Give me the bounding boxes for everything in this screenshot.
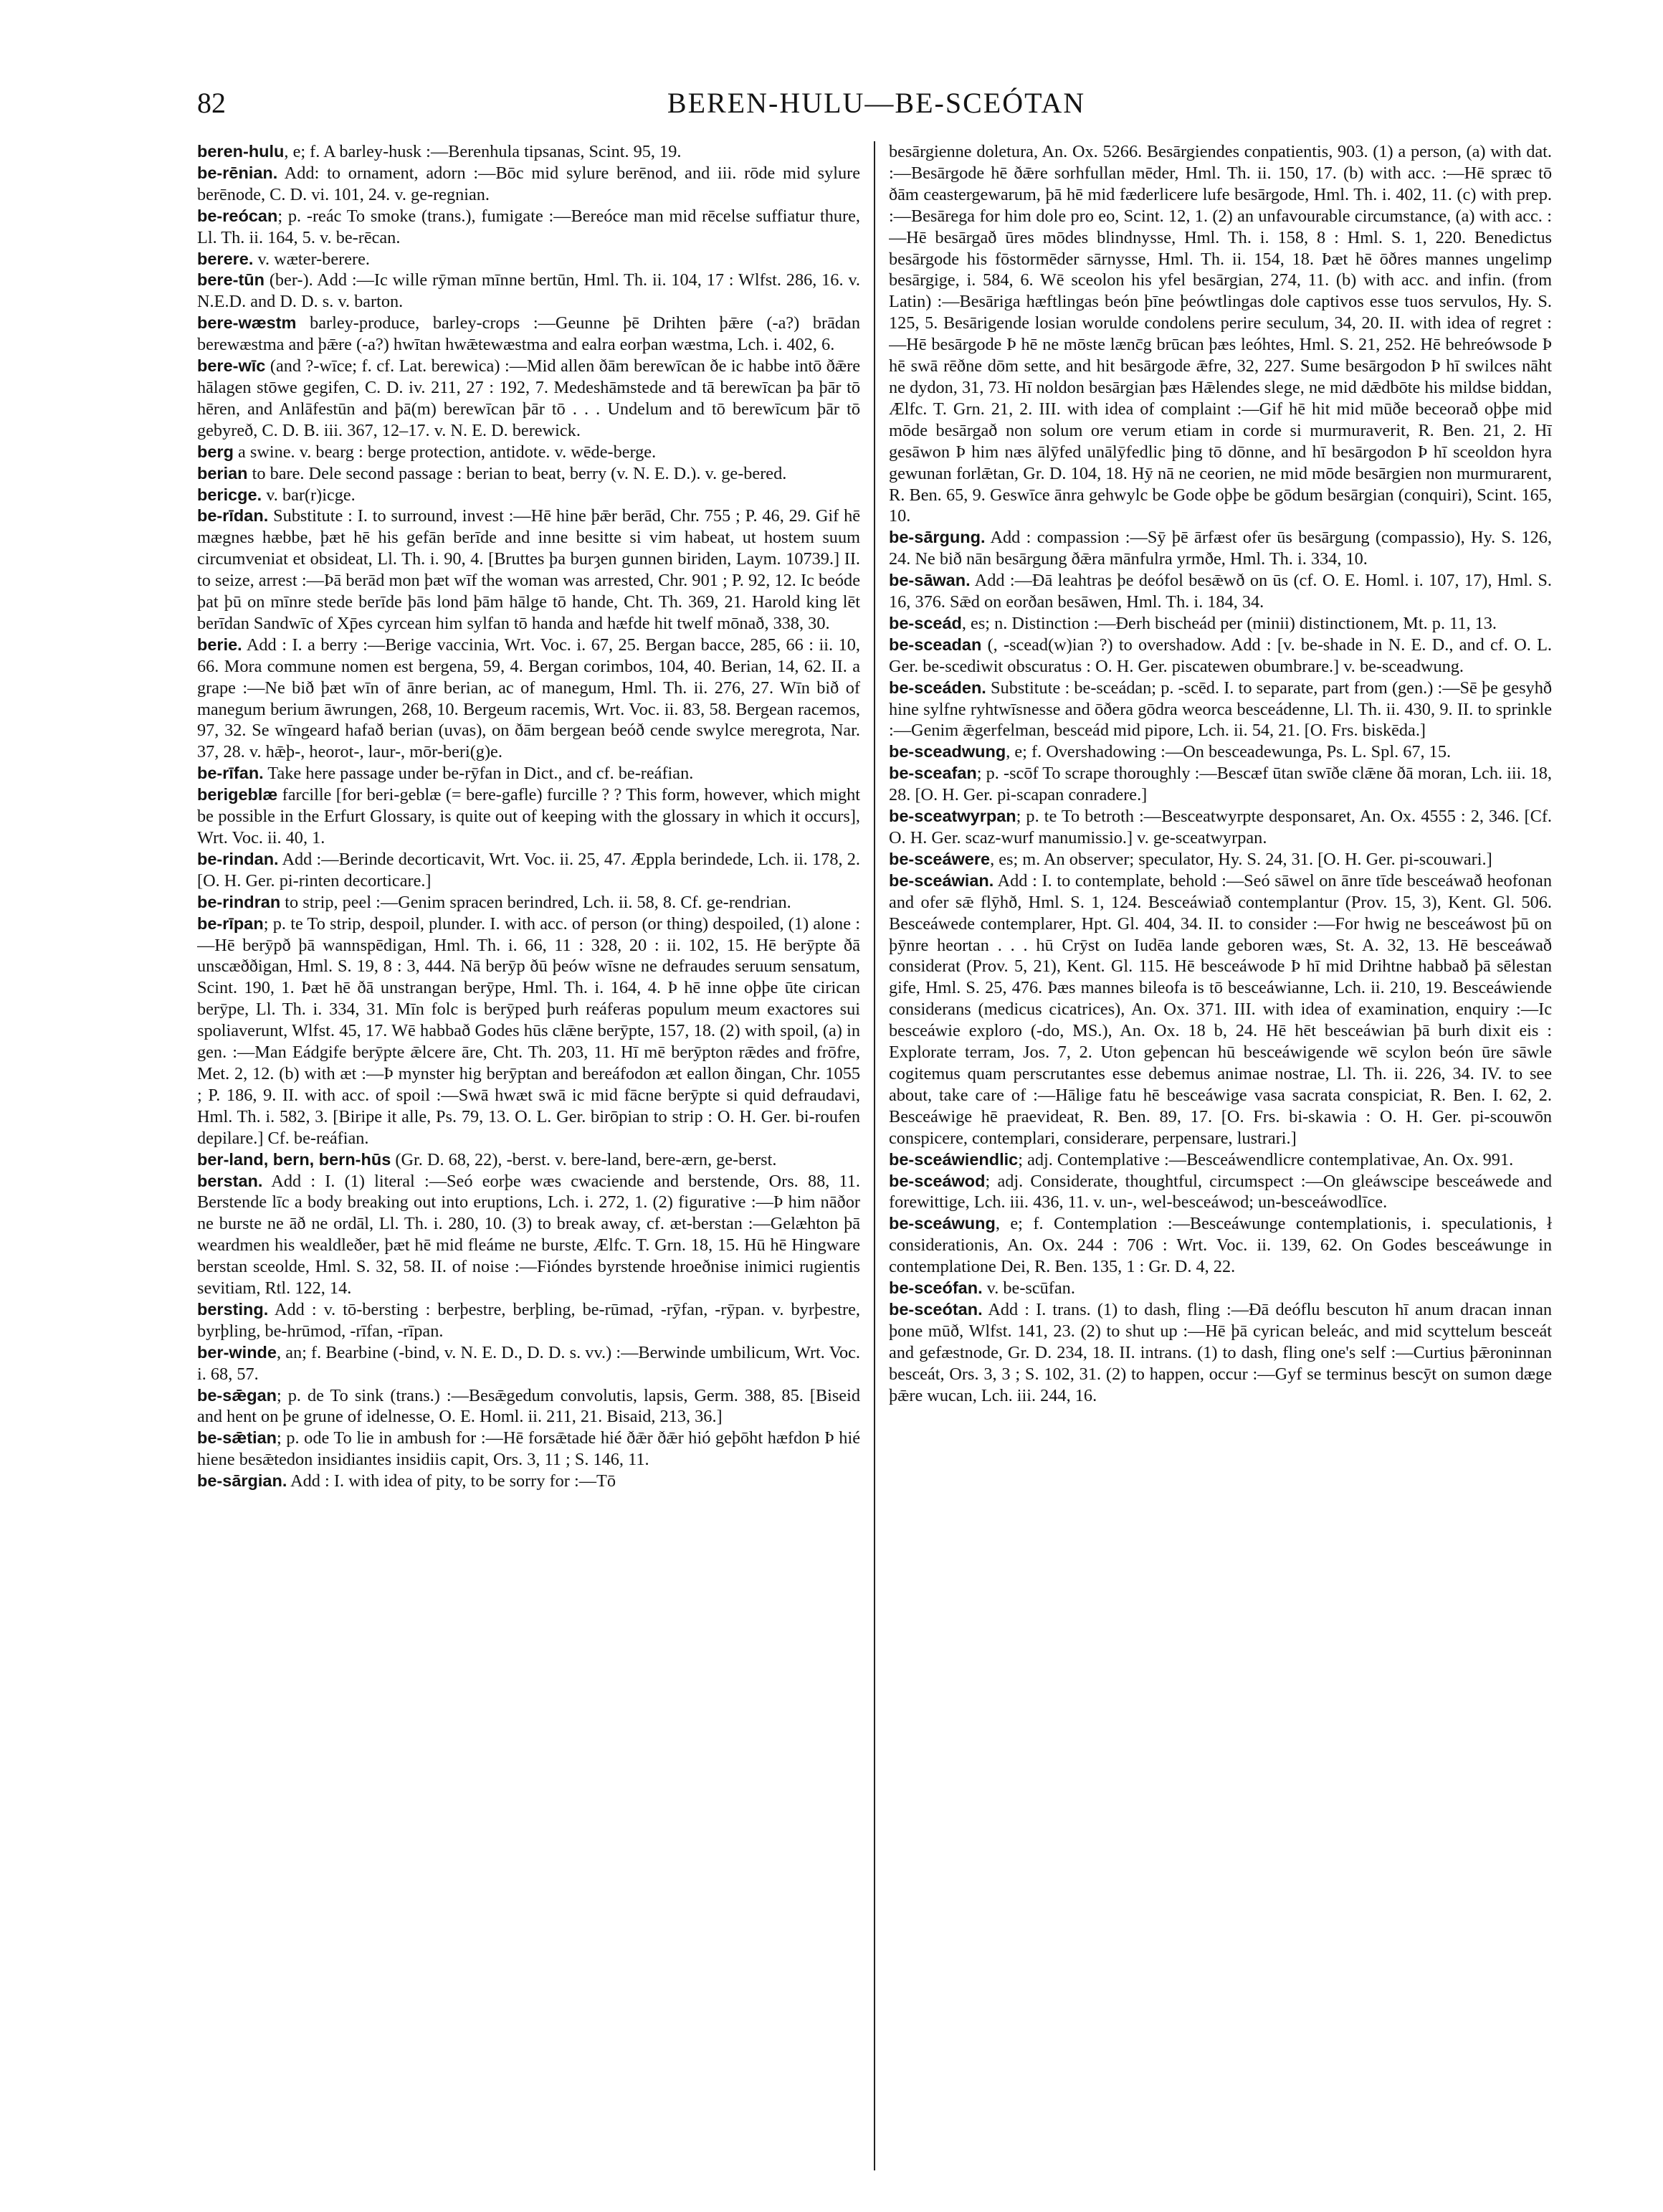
entry-headword: be-sceófan. bbox=[889, 1278, 983, 1298]
dictionary-entry bbox=[889, 870, 1552, 1149]
entry-headword: bere-wæstm bbox=[197, 313, 297, 333]
running-title: BEREN-HULU—BE-SCEÓTAN bbox=[667, 87, 1086, 119]
dictionary-entry bbox=[197, 1149, 860, 1171]
entry-definition: , e; f. Overshadowing :—On besceadewunga, Ps. L. Spl. 67, 15. bbox=[1006, 742, 1452, 762]
entry-definition: (ber-). Add :—Ic wille rȳman mīnne bertūn, Hml. Th. ii. 104, 17 : Wlfst. 286, 16. v. N.E.D. and D. D. s. v. barton. bbox=[197, 270, 860, 312]
entry-headword: be-sceadan bbox=[889, 635, 982, 654]
entry-definition: barley-produce, barley-crops :—Geunne þē Drihten þǣre (-a?) brādan berewæstma and þǣre (-a?) hwītan hwǣtewæstma and ealra eorþan wæstma, Lch. i. 402, 6. bbox=[197, 313, 860, 355]
entry-headword: ber-winde bbox=[197, 1342, 277, 1362]
entry-headword: berere. bbox=[197, 249, 254, 268]
dictionary-entry bbox=[197, 913, 860, 1149]
entry-headword: bericge. bbox=[197, 485, 262, 504]
entry-definition: Add : I. to contemplate, behold :—Seó sāwel on ānre tīde besceáwað heofonan and ofer sǣ flȳhð, Hml. S. 1, 124. Besceáwiað contemplantur (Prov. 15, 3), Kent. Gl. 506. Besceáwede contemplarer, Hpt. Gl. 404, 34. II. to consider :—For hwig ne besceáwost þū on þȳnre heortan . . . hū Crȳst on Iudēa lande geboren wæs, St. A. 32, 13. Hē besceáwað considerat (Prov. 5, 21), Kent. Gl. 115. Hē besceáwode Þ hī mid Drihtne habbað þā sēlestan gife, Hml. S. 25, 476. Þæs mannes bileofa is tō besceáwianne, Lch. ii. 210, 19. Besceáwiende considerans (medicus cicatrices), An. Ox. 371. III. with idea of examination, enquiry :—Ic besceáwie exploro (-do, MS.), An. Ox. 18 b, 24. Hē hēt besceáwian þā burh dixit eis : Explorate terram, Jos. 7, 2. Uton geþencan hū besceáwigende wē scylon beón ūre sāwle cogitemus quam perscrutantes esse debemus animae nostrae, Ll. Th. ii. 226, 34. IV. to see about, take care of :—Hālige fatu hē besceáwige vasa sacrata conspiciat, R. Ben. I. 62, 2. Besceáwige hē praevideat, R. Ben. 89, 17. [O. Frs. bi-skawia : O. H. Ger. pi-scouwōn conspicere, contemplari, considerare, perpensare, lustrari.] bbox=[889, 870, 1552, 1148]
dictionary-entry bbox=[197, 313, 860, 356]
entry-headword: berstan. bbox=[197, 1171, 263, 1190]
entry-headword: bere-wīc bbox=[197, 356, 266, 376]
entry-definition: , es; m. An observer; speculator, Hy. S. 24, 31. [O. H. Ger. pi-scouwari.] bbox=[990, 849, 1492, 869]
entry-definition: Add : I. trans. (1) to dash, fling :—Ðā deóflu bescuton hī anum dracan innan þone mūð, Wlfst. 141, 23. (2) to shut up :—Hē þā cyrican beleác, and mid scyttelum besceát and gefæstnode, Gr. D. 234, 18. II. intrans. (1) to dash, fling one's self :—Curtius þǣroninnan besceát, Ors. 3, 3 ; S. 102, 31. (2) to happen, occur :—Gyf se terminus bescȳt on sumon dæge þǣre wucan, Lch. iii. 244, 16. bbox=[889, 1299, 1552, 1405]
left-column bbox=[197, 141, 860, 2163]
dictionary-entry bbox=[889, 570, 1552, 613]
dictionary-entry bbox=[197, 1471, 860, 1492]
entry-headword: be-sceadwung bbox=[889, 742, 1006, 761]
dictionary-entry bbox=[197, 356, 860, 442]
entry-definition: Take here passage under be-rȳfan in Dict., and cf. be-reáfian. bbox=[263, 764, 694, 784]
dictionary-entry bbox=[889, 1213, 1552, 1278]
entry-headword: be-sceótan. bbox=[889, 1299, 983, 1319]
entry-headword: be-sǣgan bbox=[197, 1385, 277, 1405]
dictionary-entry bbox=[197, 1428, 860, 1471]
dictionary-entry bbox=[889, 741, 1552, 763]
dictionary-entry bbox=[197, 270, 860, 313]
entry-definition: (Gr. D. 68, 22), -berst. v. bere-land, bere-ærn, ge-berst. bbox=[391, 1149, 777, 1169]
entry-headword: berie. bbox=[197, 635, 242, 654]
entry-headword: be-rēnian. bbox=[197, 163, 278, 182]
entry-headword: berigeblæ bbox=[197, 785, 278, 804]
dictionary-entry bbox=[889, 1171, 1552, 1214]
dictionary-entry bbox=[889, 635, 1552, 678]
entry-definition: v. be-scūfan. bbox=[982, 1278, 1075, 1299]
dictionary-entry bbox=[197, 463, 860, 485]
dictionary-entry bbox=[197, 485, 860, 506]
dictionary-entry bbox=[889, 849, 1552, 870]
dictionary-entry bbox=[889, 613, 1552, 635]
dictionary-entry bbox=[889, 1278, 1552, 1299]
dictionary-entry bbox=[197, 784, 860, 849]
entry-definition: , e; f. Contemplation :—Besceáwunge contemplationis, i. speculationis, ł considerationis, An. Ox. 244 : 706 : Wrt. Voc. ii. 139, 62. On Godes besceáwunge in contemplatione Dei, R. Ben. 135, 1 : Gr. D. 4, 22. bbox=[889, 1214, 1552, 1277]
entry-headword: beren-hulu bbox=[197, 142, 285, 161]
entry-headword: be-sceáwian. bbox=[889, 870, 994, 890]
entry-headword: be-rindan. bbox=[197, 849, 279, 868]
entry-definition: Substitute : I. to surround, invest :—Hē hine þǣr berād, Chr. 755 ; P. 46, 29. Gif hē mægnes hæbbe, þæt hē his gefān berīde and inne besitte si vim habeat, ut hostem suum circumveniat et obsideat, Ll. Th. i. 90, 4. [Bruttes þa burȝen gunnen biriden, Laym. 10739.] II. to seize, arrest :—Þā berād mon þæt wīf the woman was arrested, Chr. 901 ; P. 92, 12. Ic beóde þat þū on mīnre stede berīde þās lond þām hālge tō hande, Cht. Th. 369, 21. Harold king lēt berīdan Sandwīc of Xp̄es cyrcean him sylfan tō handa and hæfde hit twelf mōnað, 338, 30. bbox=[197, 506, 860, 633]
entry-definition: to strip, peel :—Genim spracen berindred, Lch. ii. 58, 8. Cf. ge-rendrian. bbox=[280, 892, 791, 912]
entry-headword: be-reócan bbox=[197, 206, 278, 225]
page-header bbox=[197, 86, 1555, 129]
dictionary-entry bbox=[197, 635, 860, 763]
entry-headword: be-sceafan bbox=[889, 764, 977, 783]
dictionary-entry bbox=[197, 249, 860, 270]
dictionary-entry bbox=[889, 527, 1552, 570]
entry-headword: bere-tūn bbox=[197, 270, 265, 290]
entry-definition: v. bar(r)icge. bbox=[262, 485, 356, 505]
dictionary-entry bbox=[889, 678, 1552, 742]
entry-headword: be-sceáwiendlic bbox=[889, 1149, 1019, 1169]
dictionary-entry bbox=[889, 806, 1552, 849]
dictionary-entry bbox=[197, 1299, 860, 1342]
dictionary-entry bbox=[889, 1149, 1552, 1171]
entry-definition: ; p. de To sink (trans.) :—Besǣgedum convolutis, lapsis, Germ. 388, 85. [Biseid and hent on þe grune of idelnesse, O. E. Homl. ii. 211, 21. Bisaid, 213, 36.] bbox=[197, 1385, 860, 1427]
entry-headword: be-sārgian. bbox=[197, 1471, 287, 1491]
entry-headword: be-rīfan. bbox=[197, 764, 264, 783]
entry-headword: be-sceáwere bbox=[889, 849, 991, 868]
entry-headword: be-sceáden. bbox=[889, 678, 986, 697]
entry-definition: ; p. te To strip, despoil, plunder. I. with acc. of person (or thing) despoiled, (1) alone :—Hē berȳpð þā wannspēdigan, Hml. Th. i. 66, 11 : 328, 20 : ii. 102, 15. Hē berȳpte ðā unscæððigan, Hml. S. 19, 8 : 3, 444. Nā berȳp ðū þeów wīsne ne defraudes seruum sensatum, Scint. 190, 1. Þæt hē ðā unstrangan berȳpe, Hml. Th. i. 164, 4. Þ hē inne oþþe ūte cirican berȳpe, Ll. Th. i. 334, 31. Mīn folc is berȳped þurh reáferas populum meum exactores sui spoliaverunt, Wlfst. 45, 17. Wē habbað Godes hūs clǣne berȳpte, 157, 18. (2) with spoil, (a) in gen. :—Man Eádgife berȳpte ǣlcere āre, Cht. Th. 203, 11. Hī mē berȳpton rǣdes and frōfre, Met. 2, 12. (b) with æt :—Þ mynster hig berȳptan and bereáfodon æt eallon ðingan, Chr. 1055 ; P. 186, 9. II. with acc. of spoil :—Swā hwæt swā ic mid fācne berȳpte si quid defraudavi, Hml. Th. i. 582, 3. [Biripe it alle, Ps. 79, 13. O. L. Ger. birōpian to strip : O. H. Ger. bi-roufen depilare.] Cf. be-reáfian. bbox=[197, 913, 860, 1148]
entry-headword: be-sārgung. bbox=[889, 528, 986, 547]
dictionary-entry bbox=[889, 141, 1552, 527]
entry-definition: a swine. v. bearg : berge protection, antidote. v. wēde-berge. bbox=[233, 442, 657, 462]
dictionary-entry bbox=[197, 141, 860, 163]
entry-headword: berian bbox=[197, 463, 248, 483]
entry-headword: be-rindran bbox=[197, 892, 281, 911]
entry-definition: ; p. te To betroth :—Besceatwyrpte desponsaret, An. Ox. 4555 : 2, 346. [Cf. O. H. Ger. scaz-wurf manumissio.] v. ge-sceatwyrpan. bbox=[889, 807, 1552, 848]
entry-headword: be-rīdan. bbox=[197, 506, 269, 526]
entry-definition: v. wæter-berere. bbox=[253, 249, 370, 269]
entry-definition: Add: to ornament, adorn :—Bōc mid sylure berēnod, and iii. rōde mid sylure berēnode, C. D. vi. 101, 24. v. ge-regnian. bbox=[197, 163, 860, 204]
dictionary-entry bbox=[197, 763, 860, 784]
entry-headword: be-sceáwung bbox=[889, 1214, 996, 1233]
entry-headword: bersting. bbox=[197, 1299, 269, 1319]
entry-headword: be-sǣtian bbox=[197, 1428, 277, 1448]
entry-definition: Add : I. a berry :—Berige vaccinia, Wrt. Voc. i. 67, 25. Bergan bacce, 285, 66 : ii. 10, 66. Mora commune nomen est bergena, 59, 4. Bergan corimbos, 104, 40. Berian, 14, 62. II. a grape :—Ne bið þæt wīn of ānre berian, ac of manegum, Hml. Th. ii. 276, 27. Wīn bið of manegum berium āwrungen, 268, 10. Bergeum racemis, Wrt. Voc. ii. 83, 58. Bergean racemos, 97, 32. Se wīngeard hafað berian (uvas), on ðām bergean beóð cende swylce meregrota, Nar. 37, 28. v. hǣþ-, heorot-, laur-, mōr-beri(g)e. bbox=[197, 635, 860, 762]
entry-headword: be-sceatwyrpan bbox=[889, 807, 1016, 826]
entry-headword: be-sāwan. bbox=[889, 571, 971, 590]
entry-headword: be-sceád bbox=[889, 613, 962, 632]
entry-definition: ; p. -reác To smoke (trans.), fumigate :—Bereóce man mid rēcelse suffiatur thure, Ll. Th. ii. 164, 5. v. be-rēcan. bbox=[197, 206, 860, 247]
entry-definition: ; adj. Contemplative :—Besceáwendlicre contemplativae, An. Ox. 991. bbox=[1018, 1149, 1514, 1169]
dictionary-entry bbox=[197, 1342, 860, 1385]
dictionary-entry bbox=[197, 163, 860, 206]
entry-definition: ; p. ode To lie in ambush for :—Hē forsǣtade hié ðǣr ðǣr hió geþōht hæfdon Þ hié hiene besǣtedon insidiantes insidiis capit, Ors. 3, 11 ; S. 146, 11. bbox=[197, 1428, 860, 1470]
dictionary-entry bbox=[197, 1385, 860, 1428]
entry-definition: Add : I. with idea of pity, to be sorry for :—Tō bbox=[287, 1471, 616, 1491]
dictionary-entry bbox=[197, 1171, 860, 1299]
entry-definition: , es; n. Distinction :—Ðerh bischeád per (minii) distinctionem, Mt. p. 11, 13. bbox=[961, 613, 1497, 633]
dictionary-entry bbox=[889, 1299, 1552, 1407]
entry-definition: ; adj. Considerate, thoughtful, circumspect :—On gleáwscipe besceáwede and forewittige, Lch. iii. 436, 11. v. un-, wel-besceáwod; un-besceáwodlīce. bbox=[889, 1171, 1552, 1212]
entry-headword: berg bbox=[197, 442, 234, 461]
entry-headword: be-sceáwod bbox=[889, 1171, 986, 1190]
entry-definition: farcille [for beri-geblæ (= bere-gafle) furcille ? ? This form, however, which might be possible in the Erfurt Glossary, is quite out of keeping with the glossary in which it occurs], Wrt. Voc. ii. 40, 1. bbox=[197, 785, 860, 848]
dictionary-entry bbox=[197, 442, 860, 463]
entry-definition: Substitute : be-sceádan; p. -scēd. I. to separate, part from (gen.) :—Sē þe gesyhð hine sylfne ryhtwīsnesse and ōðera gōdra weorca besceádenne, Ll. Th. ii. 430, 9. II. to sprinkle :—Genim ǣgerfelman, besceád mid pipore, Lch. ii. 54, 21. [O. Frs. biskēda.] bbox=[889, 678, 1552, 741]
entry-headword: be-rīpan bbox=[197, 913, 264, 933]
entry-definition: Add :—Ðā leahtras þe deófol besǣwð on ūs (cf. O. E. Homl. i. 107, 17), Hml. S. 16, 376. Sǣd on eorðan besāwen, Hml. Th. i. 184, 34. bbox=[889, 571, 1552, 612]
entry-definition: to bare. Dele second passage : berian to beat, berry (v. N. E. D.). v. ge-bered. bbox=[247, 463, 787, 483]
dictionary-entry bbox=[197, 892, 860, 913]
dictionary-entry bbox=[197, 206, 860, 249]
dictionary-entry bbox=[197, 849, 860, 892]
dictionary-entry bbox=[197, 505, 860, 634]
column-divider bbox=[874, 141, 875, 2170]
dictionary-entry bbox=[889, 763, 1552, 806]
entry-definition: Add : compassion :—Sȳ þē ārfæst ofer ūs besārgung (compassio), Hy. S. 126, 24. Ne bið nān besārgung ðǣra mānfulra yrmðe, Hml. Th. i. 334, 10. bbox=[889, 528, 1552, 569]
entry-definition: besārgienne doletura, An. Ox. 5266. Besārgiendes conpatientis, 903. (1) a person, (a) with dat. :—Besārgode hē ðǣre sorhfullan mēder, Hml. Th. ii. 150, 17. (b) with acc. :—Hē spræc tō ðām ceastergewarum, þā hē mid fæderlicere lufe besārgode, Hml. Th. i. 402, 11. (c) with prep. :—Besārega for him dole pro eo, Scint. 12, 1. (2) an unfavourable circumstance, (a) with acc. :—Hē besārgað ūres mōdes blindnysse, Hml. Th. i. 158, 8 : Hml. S. 1, 220. Benedictus besārgode his fōstormēder sārnysse, Hml. Th. ii. 154, 18. Þæt hē ōðres mannes ungelimp besārgige, i. 584, 6. Wē sceolon his yfel besārgian, 274, 11. (b) with acc. and infin. (from Latin) :—Besāriga hæftlingas beón þīne þeówtlingas dole captivos esse tuos servulos, Hy. S. 125, 5. Besārigende losian worulde condolens perire seculum, 34, 20. II. with idea of regret :—Hē besārgode Þ hē ne mōste lænc̄g brūcan þæs leóhtes, Hml. S. 21, 252. Hē behreówsode Þ hē swā rēðne dōm sette, and hit besārgode ǣfre, 32, 227. Sume besārgodon Þ hī swilces nāht ne dydon, 31, 73. Hī noldon besārgian þæs Hǣlendes slege, ne mid dǣdbōte his mildse biddan, Ælfc. T. Grn. 21, 2. III. with idea of complaint :—Gif hē hit mid mūðe beceorað oþþe mid mōde besārgað non solum ore verum etiam in corde si murmuraverit, R. Ben. 21, 2. Hī gesāwon Þ him næs ālȳfed unālȳfedlic þing tō dōnne, and hī besārgodon Þ hī sceoldon hyra gewunan forlǣtan, Gr. D. 104, 18. Hȳ nā ne ceorien, ne mid mōde besārgien non murmurarent, R. Ben. 65, 9. Geswīce ānra gehwylc be Gode oþþe be gōdum besārgian (conquiri), Scint. 165, 10. bbox=[889, 142, 1552, 526]
entry-definition: Add :—Berinde decorticavit, Wrt. Voc. ii. 25, 47. Æppla berindede, Lch. ii. 178, 2. [O. H. Ger. pi-rinten decorticare.] bbox=[197, 849, 860, 891]
right-column bbox=[889, 141, 1552, 2163]
entry-definition: Add : I. (1) literal :—Seó eorþe wæs cwaciende and berstende, Ors. 88, 11. Berstende līc a body breaking out into eruptions, Lch. i. 272, 1. (2) figurative :—Þ him nāðor ne burste ne āð ne ordāl, Ll. Th. i. 280, 10. (3) to break away, cf. æt-berstan :—Gelæhton þā weardmen his wealdleðer, þæt hē mid fleáme ne burste, Ælfc. T. Grn. 18, 15. Hū hē Hingware berstan sceolde, Hml. S. 32, 58. II. of noise :—Fióndes byrstende hroeðnise inimici rugientis sevitiam, Rtl. 122, 14. bbox=[197, 1171, 860, 1299]
entry-definition: ; p. -scōf To scrape thoroughly :—Bescæf ūtan swīðe clǣne ðā moran, Lch. iii. 18, 28. [O. H. Ger. pi-scapan conradere.] bbox=[889, 764, 1552, 805]
entry-definition: , e; f. A barley-husk :—Berenhula tipsanas, Scint. 95, 19. bbox=[284, 142, 682, 161]
entry-definition: , an; f. Bearbine (-bind, v. N. E. D., D. D. s. vv.) :—Berwinde umbilicum, Wrt. Voc. i. 68, 57. bbox=[197, 1342, 860, 1384]
page-number: 82 bbox=[197, 87, 226, 119]
entry-definition: (, -scead(w)ian ?) to overshadow. Add : [v. be-shade in N. E. D., and cf. O. L. Ger. be-scediwit obscuratus : O. H. Ger. piscatewen obumbrare.] v. be-sceadwung. bbox=[889, 635, 1552, 676]
entry-definition: (and ?-wīce; f. cf. Lat. berewica) :—Mid allen ðām berewīcan ðe ic habbe intō ðǣre hālagen stōwe gegifen, C. D. iv. 211, 27 : 192, 7. Medeshāmstede and tā berewīcan þa þār tō hēren, and Anlāfestūn and þā(m) berewīcan þār tō . . . Undelum and tō berewīcum þār tō gebyreð, C. D. B. iii. 367, 12–17. v. N. E. D. berewick. bbox=[197, 356, 860, 440]
entry-headword: ber-land, bern, bern-hūs bbox=[197, 1149, 391, 1169]
entry-definition: Add : v. tō-bersting : berþestre, berþling, be-rūmad, -rȳfan, -rȳpan. v. byrþestre, byrþling, be-hrūmod, -rīfan, -rīpan. bbox=[197, 1299, 860, 1341]
